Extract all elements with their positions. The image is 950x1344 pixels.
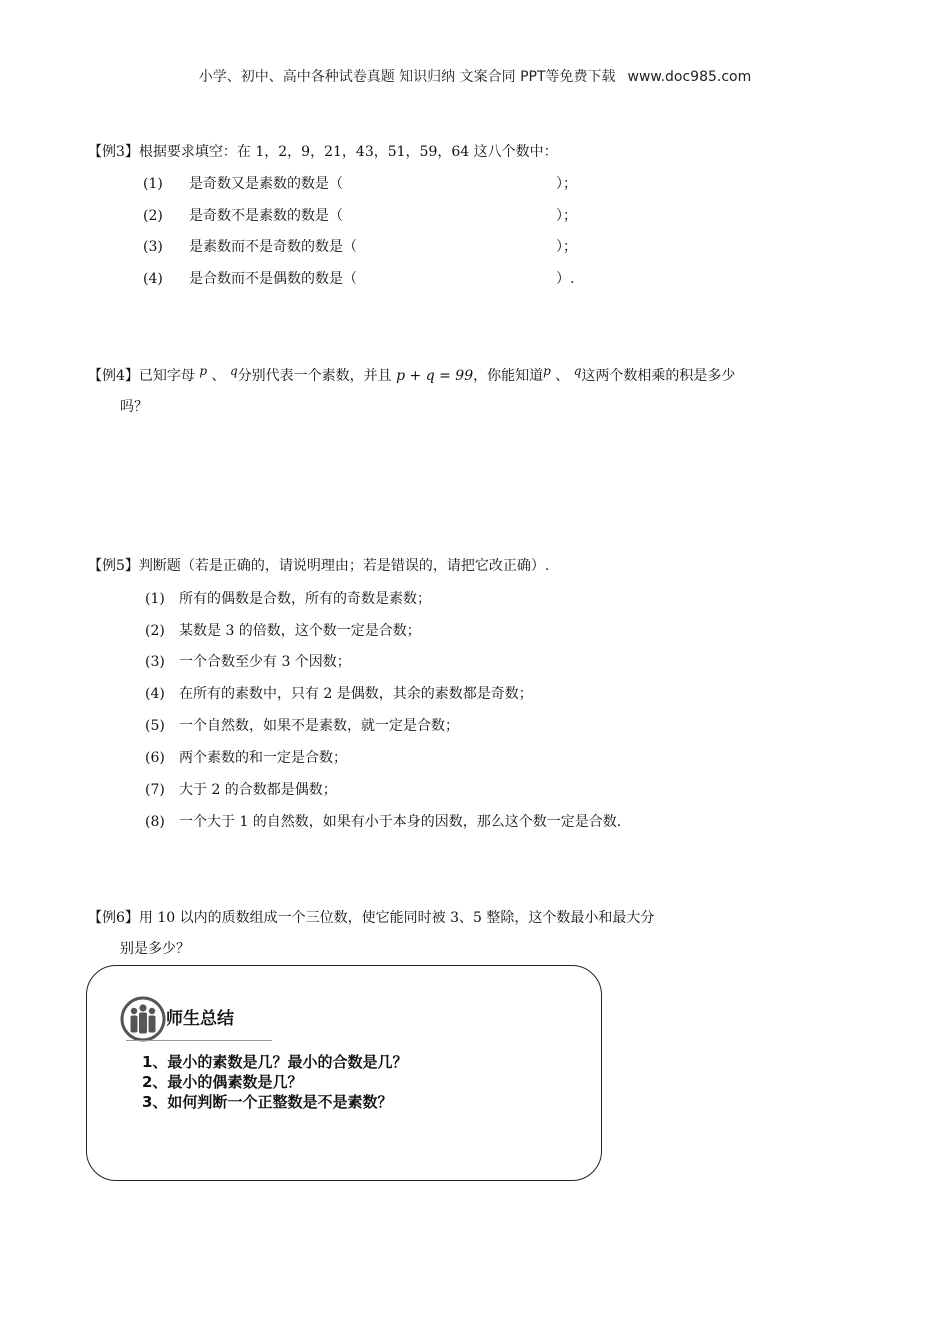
example-4-line-1: [88, 366, 735, 386]
example-5-item: [145, 684, 533, 704]
item-number: (6): [145, 750, 165, 766]
equation: p + q = 99: [396, 368, 474, 384]
example-5-prompt: [88, 556, 549, 576]
item-number: (8): [145, 814, 165, 830]
separator: 、: [211, 368, 226, 384]
example-3-item-3-close: ）；: [556, 239, 577, 255]
example-3-prompt: [88, 142, 558, 162]
example-4-tag: 【例4】: [88, 368, 139, 384]
example-3-tag: 【例3】: [88, 144, 139, 160]
item-text: 一个合数至少有 3 个因数；: [179, 654, 351, 670]
summary-item: 2、最小的偶素数是几？: [142, 1073, 303, 1091]
summary-divider: [126, 1040, 272, 1041]
separator-2: 、: [555, 368, 570, 384]
example-4-line-2: 吗？: [120, 399, 148, 415]
item-number: (4): [145, 686, 165, 702]
example-3-item-1: [143, 174, 343, 194]
example-3-prompt-text: 根据要求填空：在 1，2，9，21，43，51，59，64 这八个数中：: [138, 144, 558, 160]
item-number: (2): [145, 623, 165, 639]
item-text: 两个素数的和一定是合数；: [179, 750, 347, 766]
item-number: (4): [143, 271, 163, 287]
item-text: 是奇数又是素数的数是（: [189, 176, 343, 192]
header-text: 小学、初中、高中各种试卷真题 知识归纳 文案合同 PPT等免费下载: [198, 69, 616, 85]
example-4-text-3: ，你能知道: [473, 368, 544, 384]
page-header: [0, 66, 950, 86]
example-6-line-2: 别是多少？: [120, 941, 190, 957]
example-6-line-1: [88, 908, 654, 928]
example-5-prompt-text: 判断题（若是正确的，请说明理由；若是错误的，请把它改正确）.: [138, 558, 550, 574]
variable-q-2: q: [573, 364, 582, 378]
example-3-item-2: [143, 206, 343, 226]
item-text: 在所有的素数中，只有 2 是偶数，其余的素数都是奇数；: [179, 686, 533, 702]
item-number: (5): [145, 718, 165, 734]
item-number: (1): [143, 176, 163, 192]
item-text: 大于 2 的合数都是偶数；: [179, 782, 337, 798]
item-text: 一个大于 1 的自然数，如果有小于本身的因数，那么这个数一定是合数.: [179, 814, 622, 830]
example-3-item-4-close: ）.: [556, 271, 575, 287]
example-4-text-1: 已知字母: [138, 368, 195, 384]
example-5-item: [145, 716, 459, 736]
item-text: 是合数而不是偶数的数是（: [189, 271, 357, 287]
summary-item: 1、最小的素数是几？最小的合数是几？: [142, 1053, 408, 1071]
item-number: (7): [145, 782, 165, 798]
summary-item: 3、如何判断一个正整数是不是素数？: [142, 1093, 393, 1111]
example-5-item: [145, 652, 351, 672]
example-5-item: [145, 812, 621, 832]
example-5-item: [145, 621, 421, 641]
item-number: (2): [143, 208, 163, 224]
example-4-text-2: 分别代表一个素数，并且: [237, 368, 392, 384]
people-icon: [120, 996, 166, 1042]
example-3-item-2-close: ）；: [556, 208, 577, 224]
summary-title: 师生总结: [166, 1009, 234, 1029]
item-number: (1): [145, 591, 165, 607]
item-text: 一个自然数，如果不是素数，就一定是合数；: [179, 718, 459, 734]
example-6-tag: 【例6】: [88, 910, 139, 926]
example-3-item-3: [143, 237, 357, 257]
item-number: (3): [145, 654, 165, 670]
example-5-item: [145, 780, 337, 800]
example-6-text: 用 10 以内的质数组成一个三位数，使它能同时被 3、5 整除，这个数最小和最大分: [138, 910, 655, 926]
item-text: 是奇数不是素数的数是（: [189, 208, 343, 224]
item-text: 所有的偶数是合数，所有的奇数是素数；: [179, 591, 431, 607]
example-5-item: [145, 589, 431, 609]
example-4-text-4: 这两个数相乘的积是多少: [581, 368, 736, 384]
example-3-item-4: [143, 269, 357, 289]
variable-p: p: [199, 364, 208, 378]
example-3-item-1-close: ）；: [556, 176, 577, 192]
example-5-tag: 【例5】: [88, 558, 139, 574]
header-url[interactable]: www.doc985.com: [627, 69, 752, 85]
example-5-item: [145, 748, 347, 768]
item-text: 是素数而不是奇数的数是（: [189, 239, 357, 255]
variable-q: q: [229, 364, 238, 378]
variable-p-2: p: [543, 364, 551, 378]
item-number: (3): [143, 239, 163, 255]
item-text: 某数是 3 的倍数，这个数一定是合数；: [179, 623, 421, 639]
